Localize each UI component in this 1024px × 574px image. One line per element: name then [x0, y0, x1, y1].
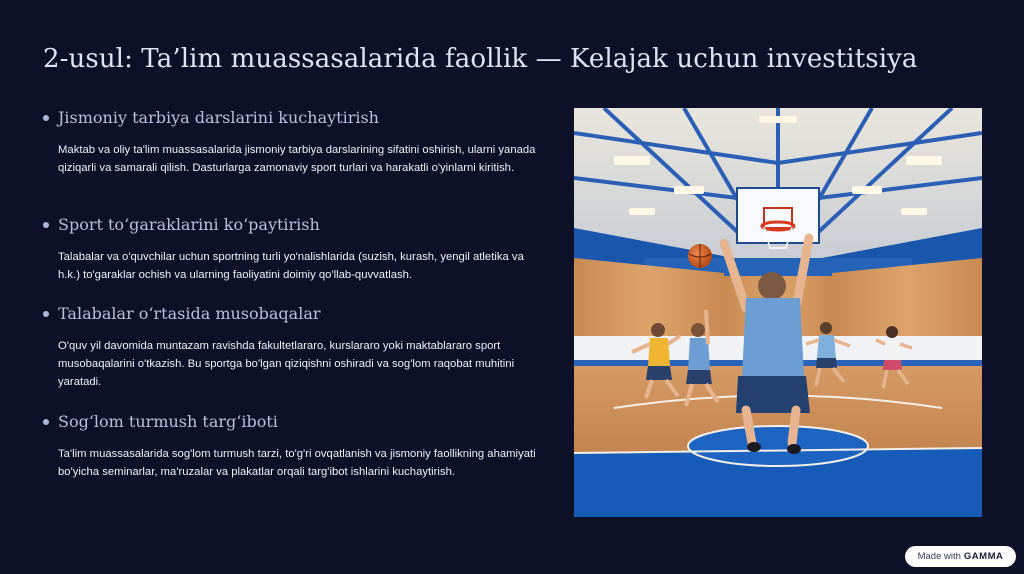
badge-prefix: Made with	[917, 551, 961, 562]
list-item	[42, 412, 547, 481]
bullet-icon	[43, 222, 49, 228]
made-with-gamma-badge[interactable]	[905, 546, 1016, 567]
bullet-icon	[43, 419, 49, 425]
item-heading: Talabalar o‘rtasida musobaqalar	[58, 304, 321, 323]
gamma-logo: GAMMA	[963, 551, 1004, 562]
bullet-icon	[43, 115, 49, 121]
item-text: Talabalar va o'quvchilar uchun sportning turli yo'nalishlarida (suzish, kurash, yengil atletika va h.k.) to'garaklar ochish va ularning faoliyatini doimiy qo'llab-quvvatlash.	[58, 251, 524, 281]
item-text: O'quv yil davomida muntazam ravishda fakultetlararo, kurslararo yoki maktablararo sport musobaqalarini o'tkazish. Bu sportga bo'lgan qiziqishni oshiradi va sog'lom raqobat muhitini yaratadi.	[58, 340, 515, 388]
basketball-gym-photo	[574, 108, 982, 517]
item-text: Maktab va oliy ta'lim muassasalarida jismoniy tarbiya darslarining sifatini oshirish, ularni yanada qiziqarli va samarali qilish. Dasturlarga zamonaviy sport turlari va harakatli o'yinlarni kiritish.	[58, 144, 536, 174]
list-item	[42, 108, 547, 177]
item-heading: Sog‘lom turmush targ‘iboti	[58, 412, 278, 431]
item-heading: Sport to‘garaklarini ko‘paytirish	[58, 215, 320, 234]
item-text: Ta'lim muassasalarida sog'lom turmush tarzi, to'g'ri ovqatlanish va jismoniy faollikning ahamiyati bo'yicha seminarlar, ma'ruzalar va plakatlar orqali targ'ibot ishlarini kuchaytirish.	[58, 448, 536, 478]
item-heading: Jismoniy tarbiya darslarini kuchaytirish	[58, 108, 379, 127]
slide-title: 2-usul: Ta’lim muassasalarida faollik — Kelajak uchun investitsiya	[43, 44, 918, 74]
list-item	[42, 304, 547, 391]
list-item	[42, 215, 547, 284]
bullet-icon	[43, 311, 49, 317]
